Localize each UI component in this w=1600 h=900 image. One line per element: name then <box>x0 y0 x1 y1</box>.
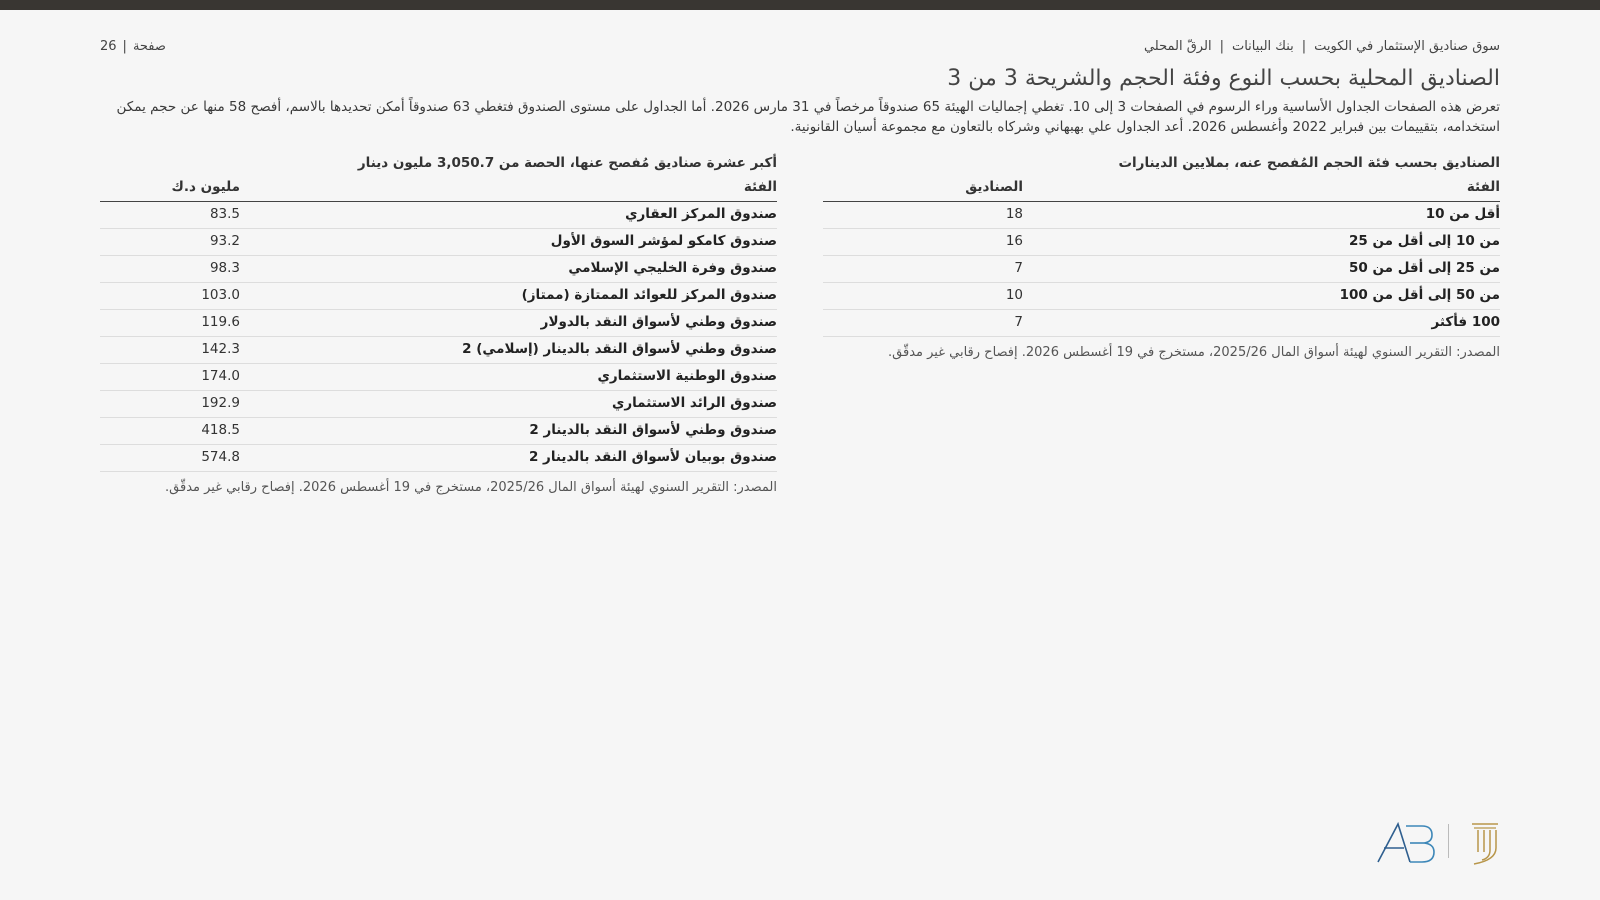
page-number <box>100 39 166 54</box>
table-row <box>100 337 777 364</box>
table-cell-fund: صندوق وفرة الخليجي الإسلامي <box>568 260 777 276</box>
page-title: الصناديق المحلية بحسب النوع وفئة الحجم والشريحة 3 من 3 <box>947 66 1500 91</box>
table-cell-value: 16 <box>1005 233 1023 249</box>
page-separator: | <box>122 38 127 54</box>
table-row <box>100 364 777 391</box>
pillar-emblem-icon <box>1466 818 1502 868</box>
breadcrumb-item-market[interactable]: سوق صناديق الإستثمار في الكويت <box>1314 38 1500 54</box>
top-table-source: المصدر: التقرير السنوي لهيئة أسواق المال 2025/26، مستخرج في 19 أغسطس 2026. إفصاح رقابي غير مدقّق. <box>165 480 777 495</box>
top-funds-table <box>100 151 777 498</box>
table-row <box>100 229 777 256</box>
table-cell-fund: صندوق كامكو لمؤشر السوق الأول <box>550 233 777 249</box>
logo-divider <box>1448 824 1449 858</box>
table-cell-fund: صندوق وطني لأسواق النقد بالدولار <box>540 314 777 330</box>
table-row <box>100 283 777 310</box>
table-cell-category: 100 فأكثر <box>1431 314 1500 330</box>
table-cell-value: 574.8 <box>201 449 240 465</box>
page-label: صفحة <box>132 38 166 54</box>
table-cell-value: 93.2 <box>209 233 240 249</box>
size-table-source: المصدر: التقرير السنوي لهيئة أسواق المال 2025/26، مستخرج في 19 أغسطس 2026. إفصاح رقابي غير مدقّق. <box>888 345 1500 360</box>
table-cell-value: 18 <box>1005 206 1023 222</box>
table-cell-value: 103.0 <box>201 287 240 303</box>
table-cell-value: 10 <box>1005 287 1023 303</box>
table-cell-value: 7 <box>1014 314 1023 330</box>
ab-monogram-icon <box>1374 818 1444 868</box>
table-cell-category: من 50 إلى أقل من 100 <box>1339 287 1500 303</box>
table-row <box>100 418 777 445</box>
table-row <box>823 256 1500 283</box>
table-cell-fund: صندوق المركز العقاري <box>625 206 777 222</box>
table-cell-fund: صندوق بوبيان لأسواق النقد بالدينار 2 <box>528 449 777 465</box>
page-number-value: 26 <box>100 38 117 54</box>
top-header-million-kd: مليون د.ك <box>171 179 240 195</box>
size-header-funds: الصناديق <box>965 179 1023 195</box>
top-table-header <box>100 175 777 202</box>
tables-container <box>100 151 1500 498</box>
table-cell-fund: صندوق وطني لأسواق النقد بالدينار 2 <box>529 422 777 438</box>
breadcrumb-item-local-shelf[interactable]: الرقّ المحلي <box>1143 38 1212 54</box>
table-cell-value: 192.9 <box>201 395 240 411</box>
table-cell-value: 7 <box>1014 260 1023 276</box>
size-table-title: الصناديق بحسب فئة الحجم المُفصح عنه، بملايين الدينارات <box>1118 155 1500 171</box>
table-cell-category: أقل من 10 <box>1425 206 1500 222</box>
table-row <box>823 310 1500 337</box>
table-row <box>823 229 1500 256</box>
top-bar <box>0 0 1600 10</box>
table-cell-value: 119.6 <box>201 314 240 330</box>
table-cell-fund: صندوق وطني لأسواق النقد بالدينار (إسلامي) 2 <box>462 341 777 357</box>
table-row <box>823 283 1500 310</box>
page-content <box>100 34 1500 498</box>
table-cell-value: 83.5 <box>209 206 240 222</box>
brand-logo <box>1374 818 1504 868</box>
table-cell-value: 174.0 <box>201 368 240 384</box>
size-class-table <box>823 151 1500 498</box>
breadcrumb-separator: | <box>1301 38 1307 54</box>
top-header-category: الفئة <box>743 179 777 195</box>
breadcrumb-separator: | <box>1219 38 1224 54</box>
table-cell-value: 98.3 <box>209 260 240 276</box>
table-cell-value: 142.3 <box>201 341 240 357</box>
table-cell-category: من 25 إلى أقل من 50 <box>1349 260 1500 276</box>
table-cell-value: 418.5 <box>201 422 240 438</box>
breadcrumb-item-databank[interactable]: بنك البيانات <box>1231 38 1294 54</box>
table-row <box>100 310 777 337</box>
table-row <box>823 202 1500 229</box>
intro-paragraph: تعرض هذه الصفحات الجداول الأساسية وراء الرسوم في الصفحات 3 إلى 10. تغطي إجماليات الهيئة 65 صندوقاً مرخصاً في 31 مارس 2026. أما الجداول على مستوى الصندوق فتغطي 63 صندوقاً أمكن تحديدها بالاسم، أفصح 58 منها عن حجم يمكن استخدامه، بتقييمات بين فبراير 2022 وأغسطس 2026. أعد الجداول علي بهبهاني وشركاه بالتعاون مع مجموعة أسيان القانونية. <box>116 99 1500 135</box>
table-row <box>100 391 777 418</box>
breadcrumb <box>1144 39 1500 54</box>
table-cell-fund: صندوق الوطنية الاستثماري <box>597 368 777 384</box>
top-table-title: أكبر عشرة صناديق مُفصح عنها، الحصة من 3,050.7 مليون دينار <box>357 155 777 171</box>
table-row <box>100 256 777 283</box>
table-cell-category: من 10 إلى أقل من 25 <box>1349 233 1500 249</box>
size-table-header <box>823 175 1500 202</box>
table-cell-fund: صندوق المركز للعوائد الممتازة (ممتاز) <box>521 287 777 303</box>
size-header-category: الفئة <box>1466 179 1500 195</box>
table-row <box>100 202 777 229</box>
table-cell-fund: صندوق الرائد الاستثماري <box>611 395 777 411</box>
page-header <box>100 34 1500 58</box>
table-row <box>100 445 777 472</box>
